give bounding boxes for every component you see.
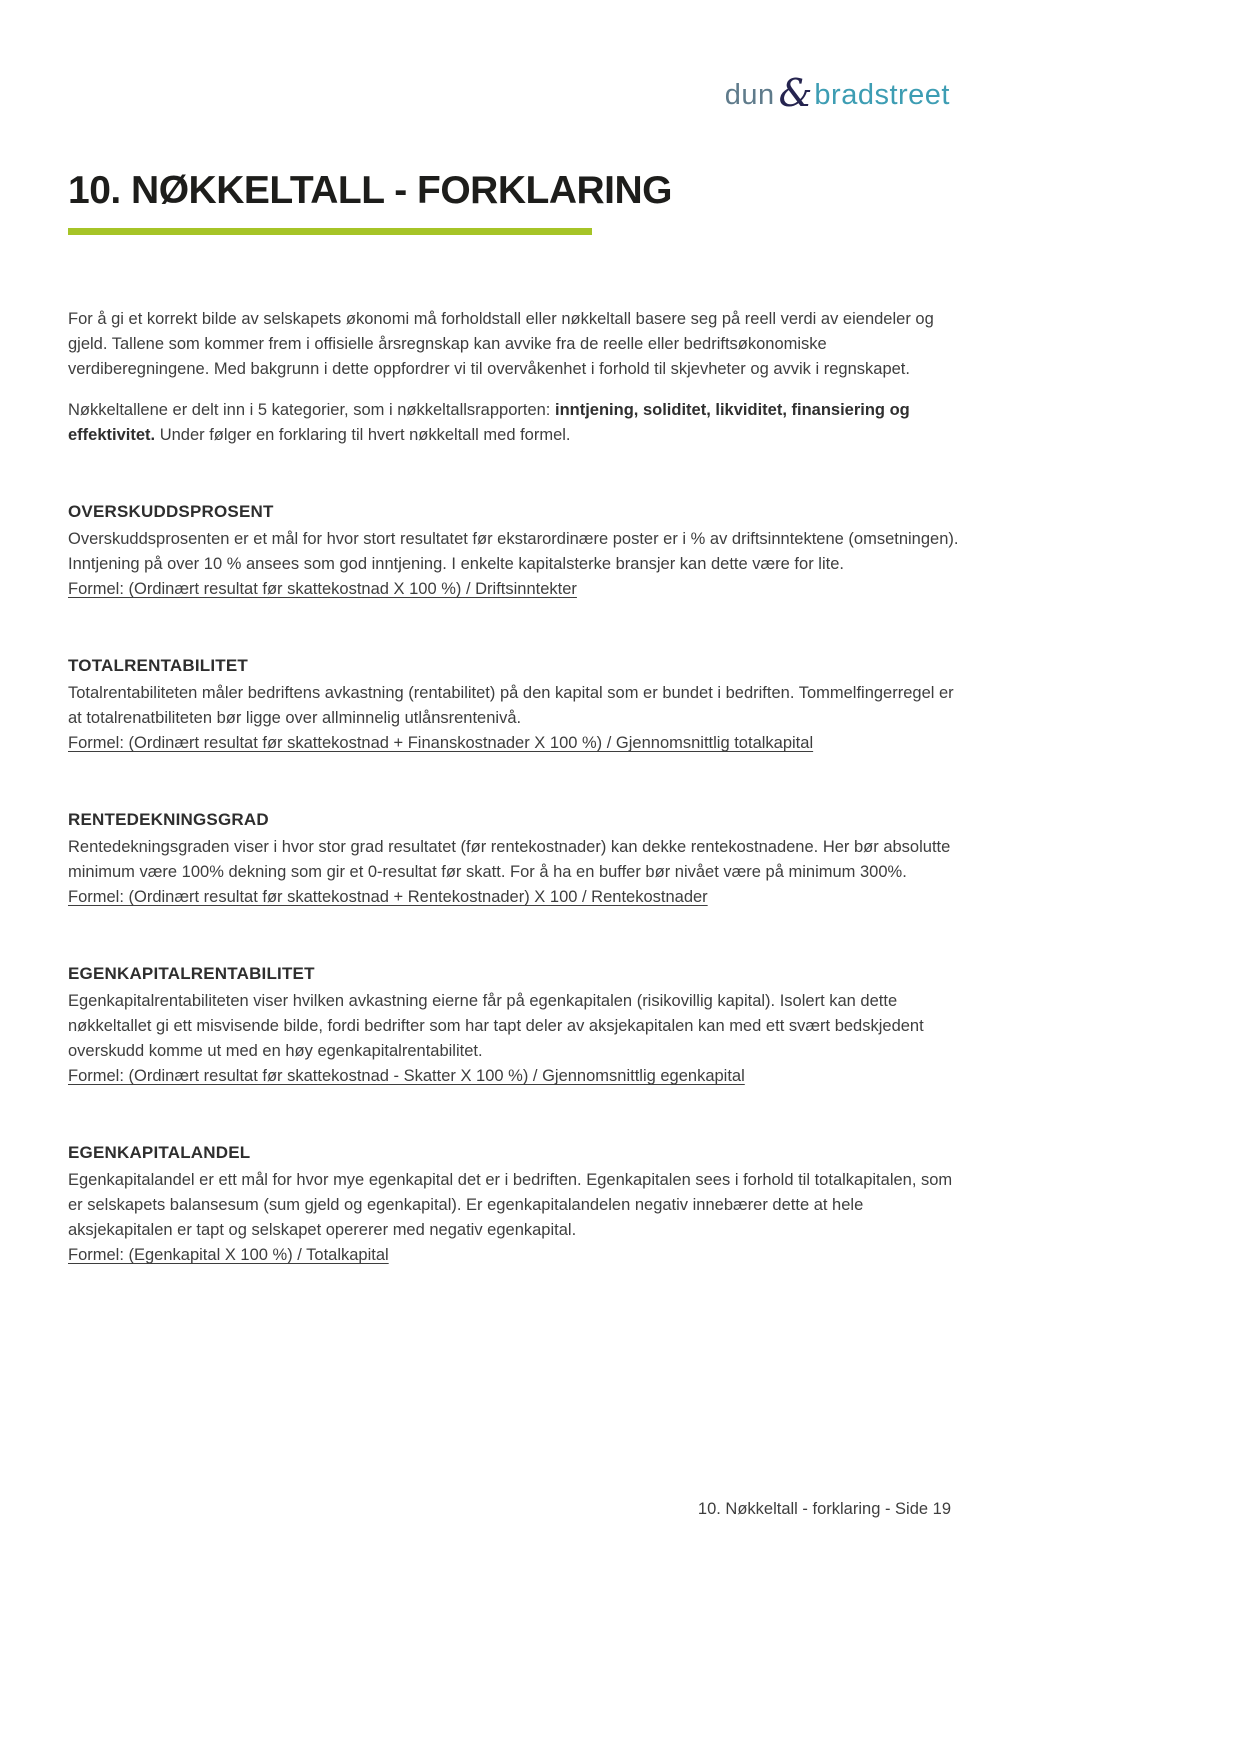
section-body: Egenkapitalandel er ett mål for hvor mye egenkapital det er i bedriften. Egenkapitalen sees i forhold til totalkapitalen, som er selskapets balansesum (sum gjeld og egenkapital). Er egenkapitalandelen negativ innebærer dette at hele aksjekapitalen er tapt og selskapet opererer med negativ egenkapital.: [68, 1171, 953, 1239]
dun-bradstreet-logo: [724, 71, 950, 115]
intro-paragraph-2: [68, 398, 968, 448]
section-heading: EGENKAPITALANDEL: [68, 1143, 251, 1162]
section-formula: Formel: (Egenkapital X 100 %) / Totalkapital: [68, 1246, 389, 1264]
section-body: Egenkapitalrentabiliteten viser hvilken avkastning eierne får på egenkapitalen (risikovillig kapital). Isolert kan dette nøkkeltallet gi ett misvisende bilde, fordi bedrifter som har tapt deler av aksjekapitalen kan med ett svært bedskjedent overskudd komme ut med en høy egenkapitalrentabilitet.: [68, 992, 924, 1060]
section-egenkapitalrentabilitet: [68, 964, 968, 1089]
intro-paragraph-2-categories: inntjening, soliditet, likviditet, finansiering og effektivitet.: [68, 401, 910, 444]
logo-text-bradstreet: bradstreet: [814, 79, 950, 111]
section-body: Overskuddsprosenten er et mål for hvor stort resultatet før ekstarordinære poster er i % av driftsinntektene (omsetningen). Inntjening på over 10 % ansees som god inntjening. I enkelte kapitalsterke bransjer kan dette være for lite.: [68, 530, 959, 573]
intro-paragraph-1: For å gi et korrekt bilde av selskapets økonomi må forholdstall eller nøkkeltall basere seg på reell verdi av eiendeler og gjeld. Tallene som kommer frem i offisielle årsregnskap kan avvike fra de reelle eller bedriftsøkonomiske verdiberegningene. Med bakgrunn i dette oppfordrer vi til overvåkenhet i forhold til skjevheter og avvik i regnskapet.: [68, 310, 934, 378]
section-formula: Formel: (Ordinært resultat før skattekostnad + Rentekostnader) X 100 / Rentekostnader: [68, 888, 708, 906]
section-formula: Formel: (Ordinært resultat før skattekostnad + Finanskostnader X 100 %) / Gjennomsnittlig totalkapital: [68, 734, 814, 752]
page-title: 10. NØKKELTALL - FORKLARING: [68, 169, 672, 212]
section-formula: Formel: (Ordinært resultat før skattekostnad - Skatter X 100 %) / Gjennomsnittlig egenkapital: [68, 1067, 745, 1085]
section-heading: TOTALRENTABILITET: [68, 656, 248, 675]
section-body: Totalrentabiliteten måler bedriftens avkastning (rentabilitet) på den kapital som er bundet i bedriften. Tommelfingerregel er at totalrenatbiliteten bør ligge over allminnelig utlånsrentenivå.: [68, 684, 954, 727]
section-rentedekningsgrad: [68, 810, 968, 910]
section-heading: OVERSKUDDSPROSENT: [68, 502, 274, 521]
section-overskuddsprosent: [68, 502, 968, 602]
section-body: Rentedekningsgraden viser i hvor stor grad resultatet (før rentekostnader) kan dekke rentekostnadene. Her bør absolutte minimum være 100% dekning som gir et 0-resultat før skatt. For å ha en buffer bør nivået være på minimum 300%.: [68, 838, 951, 881]
document-page: [68, 0, 968, 1268]
section-heading: EGENKAPITALRENTABILITET: [68, 964, 315, 983]
section-egenkapitalandel: [68, 1143, 968, 1268]
intro-paragraph-2-tail: Under følger en forklaring til hvert nøkkeltall med formel.: [155, 426, 571, 444]
logo-text-dun: dun: [724, 79, 775, 111]
title-underline: [68, 228, 592, 235]
ampersand-icon: &: [778, 71, 813, 115]
section-heading: RENTEDEKNINGSGRAD: [68, 810, 269, 829]
section-formula: Formel: (Ordinært resultat før skattekostnad X 100 %) / Driftsinntekter: [68, 580, 577, 598]
intro-paragraph-2-lead: Nøkkeltallene er delt inn i 5 kategorier, som i nøkkeltallsrapporten:: [68, 401, 555, 419]
section-totalrentabilitet: [68, 656, 968, 756]
page-footer: 10. Nøkkeltall - forklaring - Side 19: [697, 1500, 951, 1518]
